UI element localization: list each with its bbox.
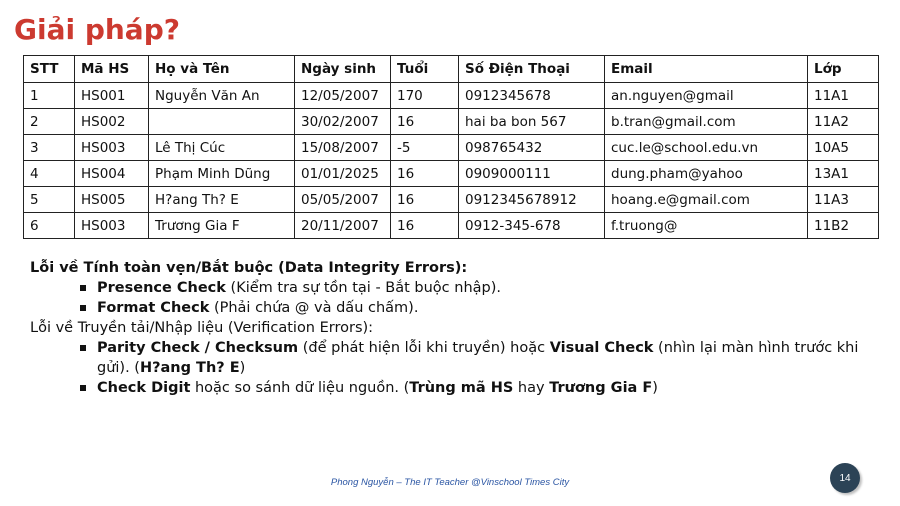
table-cell: b.tran@gmail.com [605,109,808,135]
table-cell: 170 [391,83,459,109]
notes-section [30,258,870,398]
table-cell: 1 [24,83,75,109]
table-cell: 11A1 [808,83,879,109]
table-row [24,83,879,109]
presence-check-term: Presence Check [97,280,226,296]
table-cell: Phạm Minh Dũng [149,161,295,187]
table-cell: 16 [391,213,459,239]
table-cell: 12/05/2007 [295,83,391,109]
table-cell: 11B2 [808,213,879,239]
table-cell: HS003 [75,213,149,239]
table-cell: 5 [24,187,75,213]
visual-check-example: H?ang Th? E [139,360,240,376]
table-cell: 01/01/2025 [295,161,391,187]
table-cell: Nguyễn Văn An [149,83,295,109]
table-cell: HS003 [75,135,149,161]
table-cell: 15/08/2007 [295,135,391,161]
parity-check-description: (để phát hiện lỗi khi truyền) hoặc [298,340,550,356]
table-row [24,161,879,187]
slide-footer: Phong Nguyễn – The IT Teacher @Vinschool Times City [330,477,570,488]
table-cell: hai ba bon 567 [459,109,605,135]
student-data-table [23,55,879,239]
table-cell: 0909000111 [459,161,605,187]
visual-check-description: (nhìn lại màn hình trước khi gửi). ( [97,340,859,376]
format-check-item [30,298,870,318]
table-cell: HS005 [75,187,149,213]
table-cell: 11A2 [808,109,879,135]
column-header-student-id: Mã HS [75,56,149,83]
integrity-errors-heading: Lỗi về Tính toàn vẹn/Bắt buộc (Data Integrity Errors): [30,260,468,276]
table-cell: HS002 [75,109,149,135]
table-row [24,213,879,239]
table-cell: an.nguyen@gmail [605,83,808,109]
table-cell: cuc.le@school.edu.vn [605,135,808,161]
table-cell: -5 [391,135,459,161]
table-cell: 2 [24,109,75,135]
table-cell: 3 [24,135,75,161]
table-cell: hoang.e@gmail.com [605,187,808,213]
table-cell: 30/02/2007 [295,109,391,135]
table-row [24,109,879,135]
table-cell: 16 [391,161,459,187]
table-cell: 13A1 [808,161,879,187]
table-cell: 11A3 [808,187,879,213]
visual-check-close: ) [239,360,246,376]
table-cell: 0912345678 [459,83,605,109]
verification-checks-list [30,338,870,398]
column-header-phone: Số Điện Thoại [459,56,605,83]
table-cell: Lê Thị Cúc [149,135,295,161]
table-cell: f.truong@ [605,213,808,239]
table-cell: 16 [391,187,459,213]
column-header-email: Email [605,56,808,83]
format-check-term: Format Check [97,300,210,316]
table-row [24,187,879,213]
column-header-stt: STT [24,56,75,83]
table-row [24,135,879,161]
column-header-full-name: Họ và Tên [149,56,295,83]
verification-errors-heading: Lỗi về Truyền tải/Nhập liệu (Verification Errors): [30,320,374,336]
visual-check-term: Visual Check [549,340,654,356]
table-cell: 098765432 [459,135,605,161]
table-cell: HS004 [75,161,149,187]
table-header-row [24,56,879,83]
check-digit-description: hoặc so sánh dữ liệu nguồn. ( [190,380,410,396]
table-cell [149,109,295,135]
table-cell: Trương Gia F [149,213,295,239]
table-cell: 6 [24,213,75,239]
format-check-description: (Phải chứa @ và dấu chấm). [209,300,419,316]
duplicate-conjunction: hay [513,380,550,396]
parity-check-item [30,338,870,378]
duplicate-id-example: Trùng mã HS [409,380,514,396]
presence-check-item [30,278,870,298]
slide-title: Giải pháp? [14,13,180,46]
presence-check-description: (Kiểm tra sự tồn tại - Bắt buộc nhập). [225,280,501,296]
column-header-birth-date: Ngày sinh [295,56,391,83]
table-cell: 10A5 [808,135,879,161]
table-cell: 0912345678912 [459,187,605,213]
table-cell: dung.pham@yahoo [605,161,808,187]
parity-check-term: Parity Check / Checksum [97,340,299,356]
table-cell: H?ang Th? E [149,187,295,213]
column-header-age: Tuổi [391,56,459,83]
check-digit-term: Check Digit [97,380,191,396]
table-cell: 4 [24,161,75,187]
table-cell: 0912-345-678 [459,213,605,239]
table-cell: 20/11/2007 [295,213,391,239]
table-cell: 16 [391,109,459,135]
check-digit-close: ) [652,380,658,396]
duplicate-name-example: Trương Gia F [549,380,653,396]
table-cell: HS001 [75,83,149,109]
integrity-checks-list [30,278,870,318]
check-digit-item [30,378,870,398]
table-cell: 05/05/2007 [295,187,391,213]
page-number-badge: 14 [830,463,860,493]
column-header-class: Lớp [808,56,879,83]
